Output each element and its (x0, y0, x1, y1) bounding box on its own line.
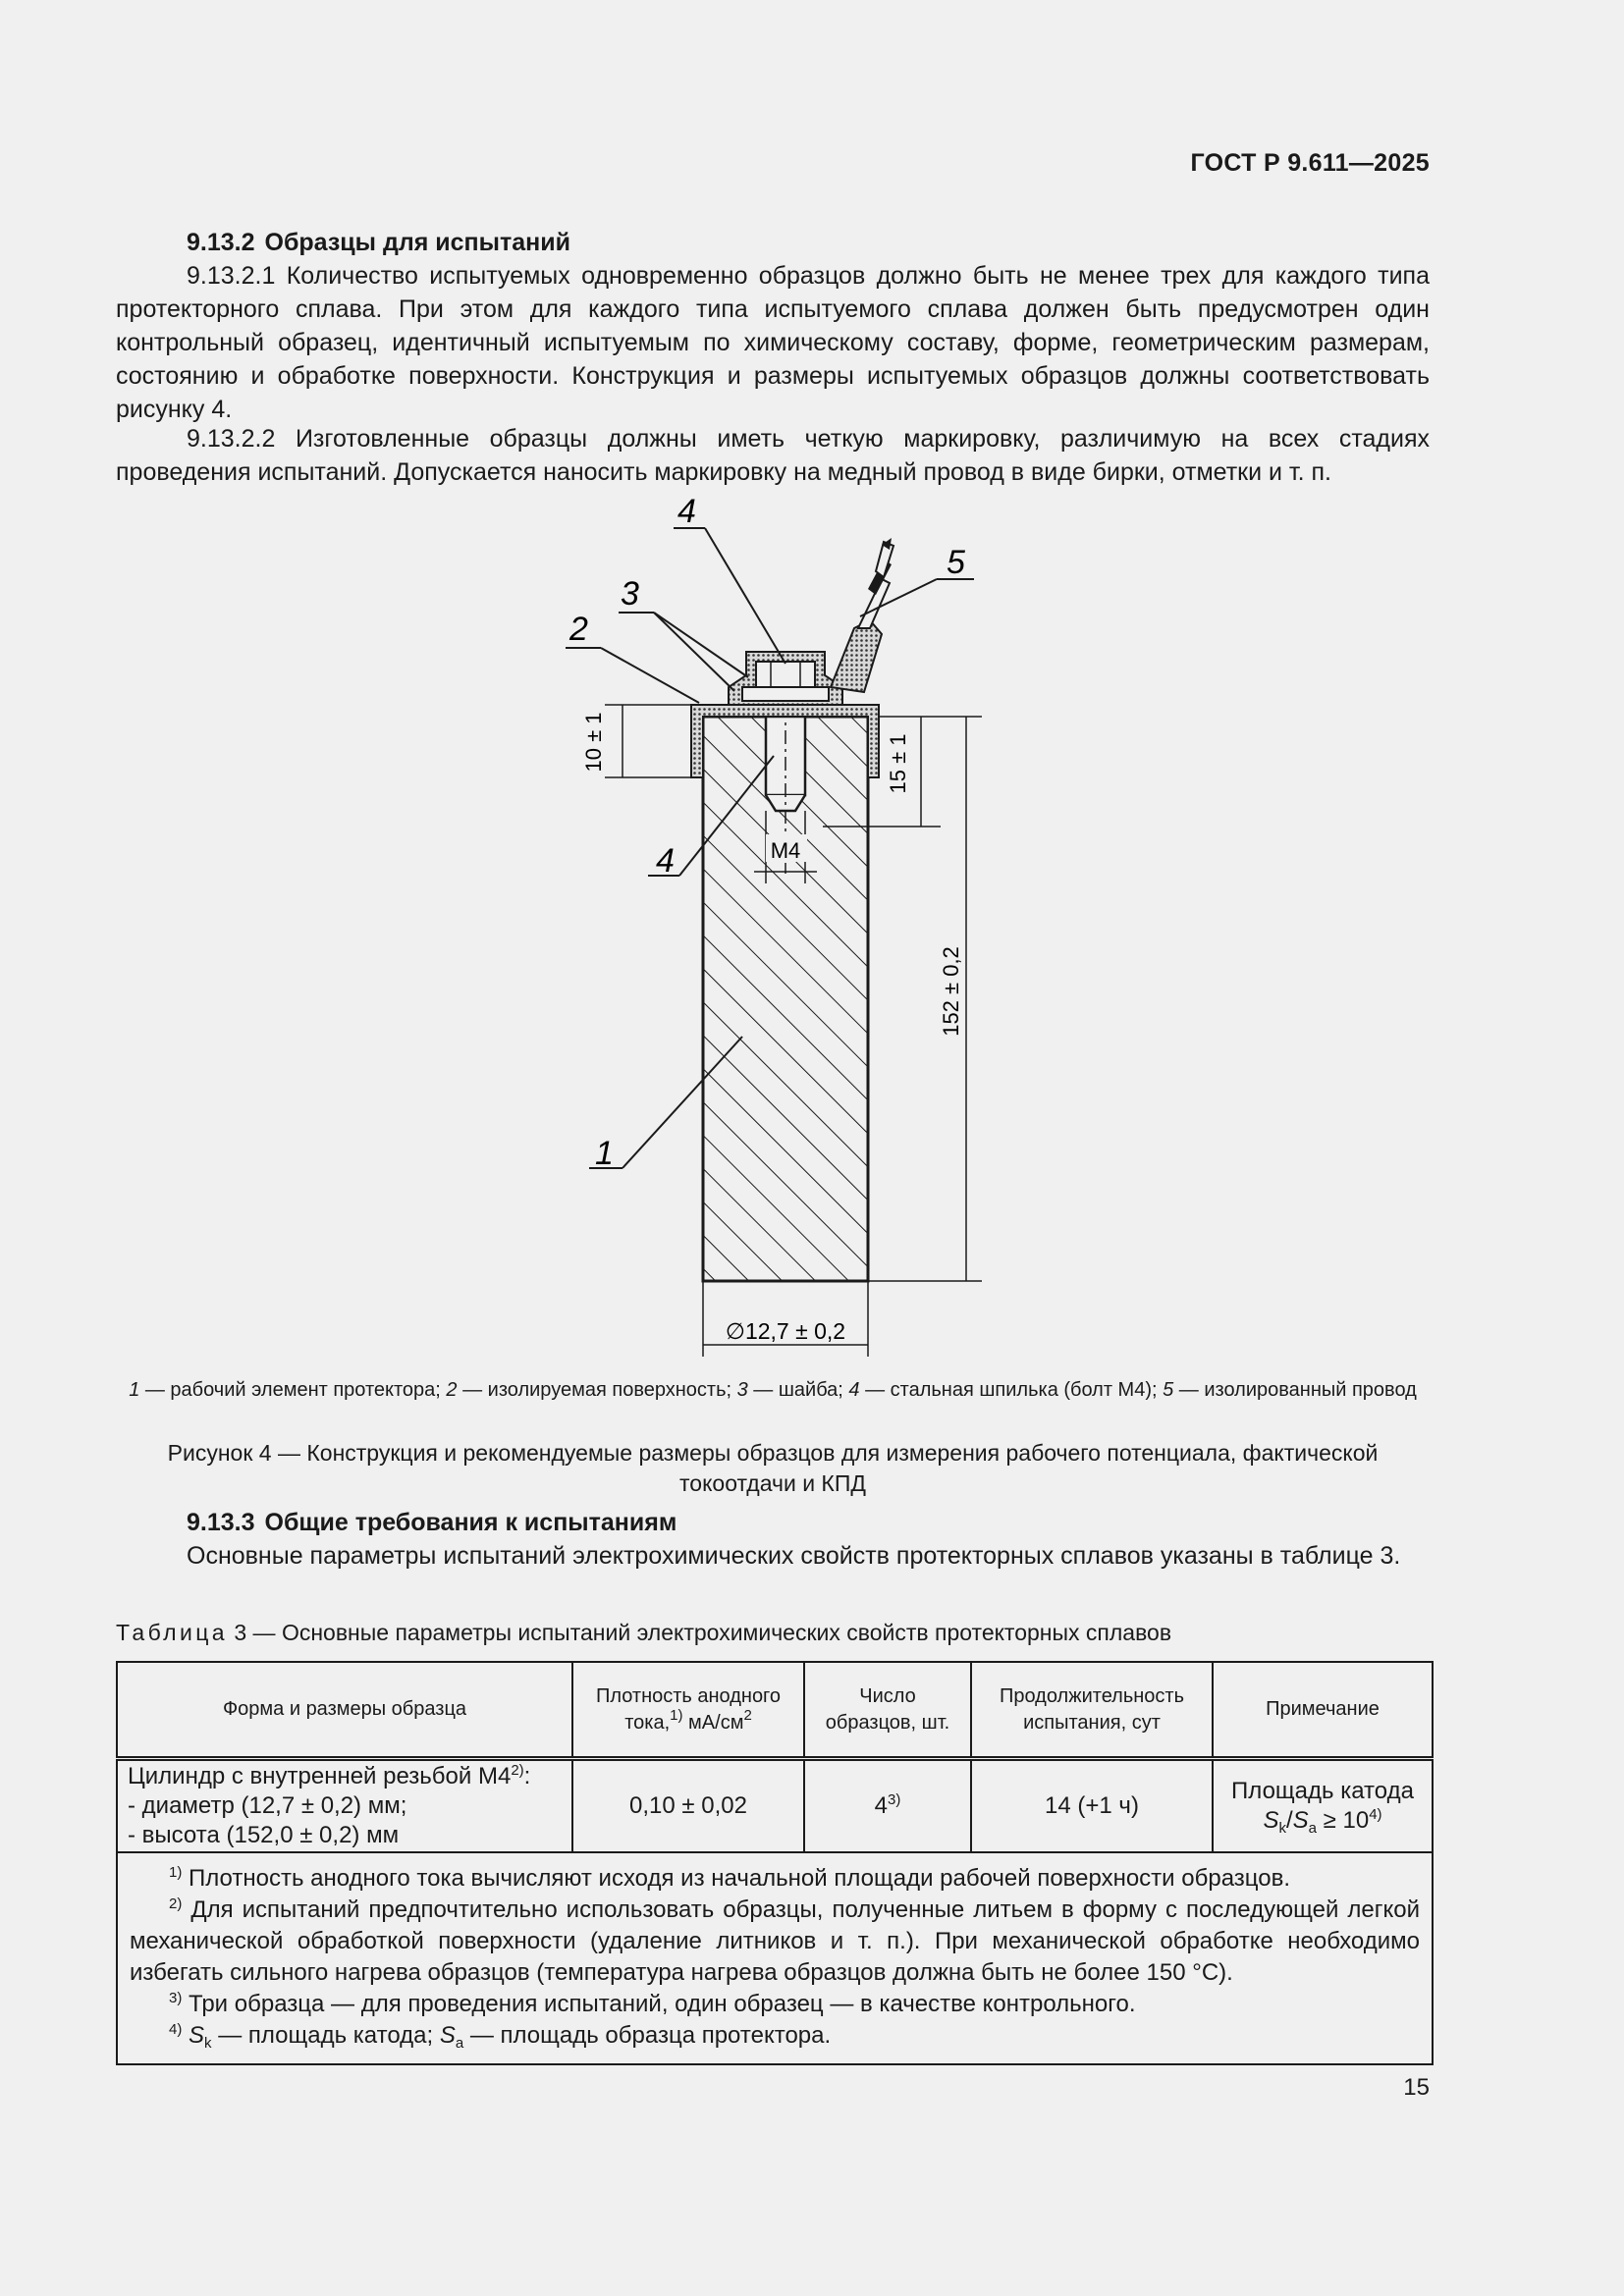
cell-shape (117, 1759, 572, 1853)
leader-3a (654, 613, 734, 691)
bolt-head (756, 662, 815, 687)
note-1-text: Плотность анодного тока вычисляют исходя из начальной площади рабочей поверхности образцов. (182, 1865, 1291, 1892)
legend-num-5: 5 (1163, 1379, 1174, 1401)
page-number: 15 (1403, 2074, 1430, 2101)
dim-m4-label: М4 (770, 838, 801, 863)
dim-152-label: 152 ± 0,2 (939, 946, 963, 1037)
shape-colon: : (523, 1763, 531, 1789)
cell-density: 0,10 ± 0,02 (572, 1759, 804, 1853)
cell-duration: 14 (+1 ч) (971, 1759, 1213, 1853)
subscript-k: k (1278, 1820, 1286, 1837)
callout-3: 3 (621, 575, 639, 613)
paragraph-9-13-2-1: 9.13.2.1 Количество испытуемых одновременно образцов должно быть не менее трех для каждого типа протекторного сплава. При этом для каждого типа испытуемого сплава должен быть предусмотрен один контрольный образец, идентичный испытуемым по химическому составу, форме, геометрическим размерам, состоянию и обработке поверхности. Конструкция и размеры испытуемых образцов должны соответствовать рисунку 4. (116, 262, 1430, 423)
footnote-mark: 1) (169, 1864, 183, 1881)
leader-2 (601, 648, 699, 703)
section-title: Общие требования к испытаниям (264, 1509, 677, 1536)
table-notes (117, 1852, 1433, 2064)
note-line-1: Площадь катода (1231, 1778, 1414, 1804)
table-row (117, 1759, 1433, 1853)
table-3 (116, 1661, 1434, 2065)
cell-count (804, 1759, 971, 1853)
legend-text-3: — шайба; (747, 1379, 849, 1401)
slash: / (1285, 1807, 1293, 1834)
document-code: ГОСТ Р 9.611—2025 (1190, 149, 1430, 177)
table-notes-row (117, 1852, 1433, 2064)
section-number: 9.13.3 (187, 1509, 255, 1536)
dim-diam-label: ∅12,7 ± 0,2 (725, 1318, 846, 1344)
note-formula (1223, 1806, 1422, 1836)
footnote-mark: 1) (670, 1706, 683, 1724)
unit-exponent: 2 (743, 1706, 752, 1724)
table-word: Таблица (116, 1620, 228, 1645)
note-2-text: Для испытаний предпочтительно использовать образцы, полученные литьем в форму с последующей легкой механической обработкой поверхности (удаление литников и т. п.). При механической обработке необходимо избегать сильного нагрева образцов (температура нагрева образцов должна быть не более 150 °С). (130, 1896, 1420, 1986)
table-3-title (116, 1618, 1430, 1647)
figure-caption: Рисунок 4 — Конструкция и рекомендуемые размеры образцов для измерения рабочего потенциала, фактической токоотдачи и КПД (167, 1440, 1379, 1496)
cell-note (1213, 1759, 1433, 1853)
symbol-s: S (189, 2022, 205, 2049)
symbol-s: S (439, 2022, 456, 2049)
wire-cable-top (876, 542, 893, 577)
section-number: 9.13.2 (187, 229, 255, 256)
legend-text-2: — изолируемая поверхность; (457, 1379, 737, 1401)
note-4-text-b: — площадь образца протектора. (463, 2022, 832, 2049)
note-3-text: Три образца — для проведения испытаний, один образец — в качестве контрольного. (182, 1991, 1136, 2017)
legend-text-4: — стальная шпилька (болт М4); (859, 1379, 1164, 1401)
header-shape: Форма и размеры образца (117, 1662, 572, 1759)
note-4-text-a: — площадь катода; (211, 2022, 440, 2049)
callout-4-top: 4 (677, 493, 696, 530)
symbol-s: S (1263, 1807, 1279, 1834)
footnote-mark: 2) (511, 1762, 524, 1779)
symbol-s: S (1292, 1807, 1309, 1834)
paragraph-9-13-3: Основные параметры испытаний электрохимических свойств протекторных сплавов указаны в таблице 3. (187, 1542, 1401, 1570)
footnote-mark: 3) (169, 1990, 183, 2006)
section-title: Образцы для испытаний (264, 229, 570, 256)
figure-legend (116, 1375, 1430, 1405)
footnote-mark: 4) (1369, 1806, 1382, 1823)
header-note: Примечание (1213, 1662, 1433, 1759)
footnote-mark: 4) (169, 2021, 183, 2038)
header-count: Число образцов, шт. (804, 1662, 971, 1759)
header-density (572, 1662, 804, 1759)
count-value: 4 (874, 1792, 888, 1819)
legend-num-1: 1 (129, 1379, 140, 1401)
callout-4-mid: 4 (656, 842, 675, 880)
paragraph-9-13-2-2: 9.13.2.2 Изготовленные образцы должны иметь четкую маркировку, различимую на всех стадиях проведения испытаний. Допускается наносить маркировку на медный провод в виде бирки, отметки и т. п. (116, 425, 1430, 486)
note-3 (130, 1989, 1420, 2020)
callout-1: 1 (595, 1135, 614, 1172)
note-2 (130, 1895, 1420, 1989)
insulated-wire (831, 620, 882, 692)
ratio-value: ≥ 10 (1317, 1807, 1370, 1834)
dim-10-label: 10 ± 1 (581, 712, 606, 773)
section-heading-9-13-3 (116, 1506, 1430, 1539)
header-density-unit: мА/см (682, 1711, 744, 1734)
footnote-mark: 2) (169, 1896, 183, 1912)
footnote-mark: 3) (888, 1791, 901, 1808)
legend-text-1: — рабочий элемент протектора; (139, 1379, 447, 1401)
legend-num-2: 2 (446, 1379, 458, 1401)
subscript-a: a (455, 2035, 464, 2052)
shape-line-2: - диаметр (12,7 ± 0,2) мм; (128, 1792, 407, 1819)
leader-4-top (705, 528, 785, 664)
shape-line-1: Цилиндр с внутренней резьбой М4 (128, 1763, 512, 1789)
shape-line-3: - высота (152,0 ± 0,2) мм (128, 1822, 400, 1848)
legend-text-5: — изолированный провод (1173, 1379, 1417, 1401)
washer (742, 687, 829, 701)
header-duration: Продолжительность испытания, сут (971, 1662, 1213, 1759)
legend-num-4: 4 (848, 1379, 860, 1401)
note-1 (130, 1863, 1420, 1895)
leader-3b (654, 613, 748, 677)
legend-num-3: 3 (736, 1379, 748, 1401)
table-title-text: 3 — Основные параметры испытаний электрохимических свойств протекторных сплавов (227, 1620, 1172, 1645)
header-density-text: Плотность анодного тока, (595, 1684, 782, 1734)
table-header-row (117, 1662, 1433, 1759)
callout-2: 2 (569, 611, 588, 648)
dim-15-label: 15 ± 1 (886, 733, 910, 794)
subscript-a: a (1308, 1820, 1317, 1837)
note-4 (130, 2020, 1420, 2052)
subscript-k: k (204, 2035, 212, 2052)
callout-5: 5 (947, 544, 965, 581)
